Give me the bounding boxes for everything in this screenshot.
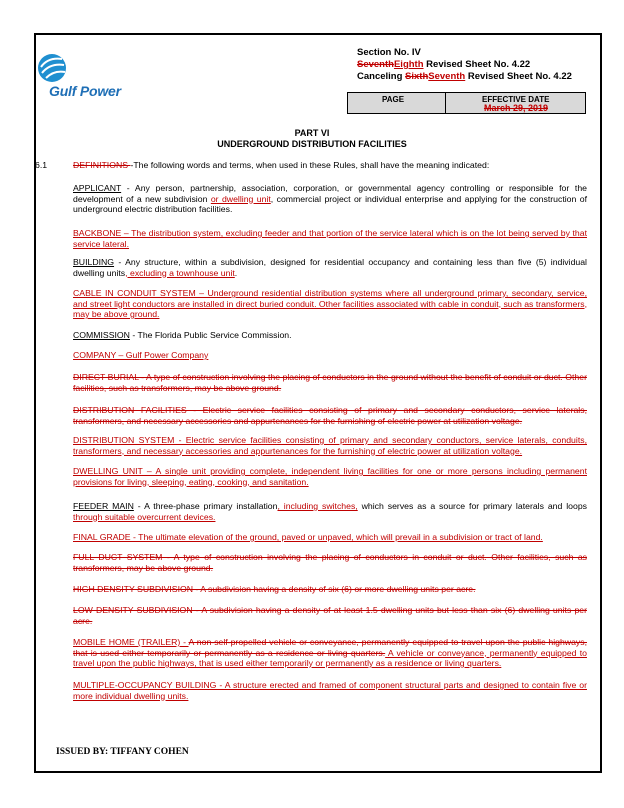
definition-multiple-occupancy	[73, 680, 587, 701]
section-6-1-number: 6.1	[35, 160, 48, 170]
definition-commission-text: COMMISSION	[73, 330, 130, 340]
revised-sheet-line	[357, 59, 530, 71]
definition-dwelling-unit	[73, 466, 587, 487]
logo-wordmark: Gulf Power	[49, 83, 121, 99]
intro-text: -The following words and terms, when used in these Rules, shall have the meaning indicated:	[130, 160, 490, 170]
definitions-intro	[73, 160, 587, 171]
definition-backbone-text: BACKBONE – The distribution system, excluding feeder and that portion of the service lateral which is on the lot being served by that service lateral.	[73, 228, 587, 249]
definition-commission-text: - The Florida Public Service Commission.	[129, 330, 292, 340]
intro-deleted: DEFINITIONS	[73, 160, 131, 170]
effective-date-label: EFFECTIVE DATE	[482, 95, 550, 104]
definition-mobile-home-text: MOBILE HOME (TRAILER) -	[73, 637, 189, 647]
revised-deleted: Seventh	[357, 59, 394, 70]
definition-distribution-facilities-text: DISTRIBUTION FACILITIES - Electric service facilities consisting of primary and secondary conductors, service laterals, transformers, and necessary accessories and appurtenances for the furnishing of electric power at utilization voltage.	[73, 405, 587, 426]
definition-cable-in-conduit-text: CABLE IN CONDUIT SYSTEM – Underground residential distribution systems where all underground primary, secondary, service, and street light conductors are installed in direct buried conduit. Other facilities associated with cable in conduit, such as transformers, may be above ground.	[73, 288, 587, 319]
definition-distribution-facilities	[73, 405, 587, 426]
definition-low-density	[73, 605, 587, 626]
canceling-prefix: Canceling	[357, 71, 406, 82]
definition-full-duct-system-text: FULL DUCT SYSTEM - A type of construction involving the placing of conductors in conduit or duct. Other facilities, such as transformers, may be above ground.	[73, 552, 587, 573]
definition-building-text: - Any structure, within a subdivision, designed for residential occupancy and containing less than five (5) individual dwelling units	[73, 257, 587, 278]
part-subtitle: UNDERGROUND DISTRIBUTION FACILITIES	[217, 139, 407, 149]
definition-applicant-text: or dwelling unit	[210, 193, 271, 204]
part-title: PART VI	[294, 128, 330, 138]
definition-final-grade-text: FINAL GRADE - The ultimate elevation of the ground, paved or unpaved, which will prevail in a subdivision or tract of land.	[73, 532, 543, 542]
revised-rest: Revised Sheet No. 4.22	[423, 59, 531, 70]
definition-building-text: BUILDING	[73, 257, 115, 267]
definition-mobile-home-text: A vehicle or conveyance, permanently equipped to travel upon the public highways, that is used either temporarily or permanently as a residence or living quarters.	[73, 647, 587, 668]
definition-applicant-text: - Any person, partnership, association, corporation, or governmental agency controlling or responsible for the development of a new subdivision	[73, 183, 587, 204]
definition-building	[73, 257, 587, 278]
definition-company	[73, 350, 587, 361]
definition-multiple-occupancy-text: MULTIPLE-OCCUPANCY BUILDING - A structure erected and framed of component structural parts and designed to contain five or more individual dwelling units.	[73, 680, 587, 701]
definition-applicant-text: , commercial project or individual enterprise and applying for the construction of underground electric distribution facilities.	[73, 193, 588, 214]
definition-feeder-main-text: FEEDER MAIN	[73, 501, 134, 511]
definition-feeder-main-text: - A three-phase primary installation	[133, 501, 278, 511]
definition-applicant	[73, 183, 587, 215]
definition-commission	[73, 330, 587, 341]
gulf-power-logo-icon	[36, 53, 76, 85]
definition-low-density-text: LOW DENSITY SUBDIVISION - A subdivision having a density of at least 1.5 dwelling units but less than six (6) dwelling units per acre.	[73, 605, 587, 626]
definition-feeder-main-text: which serves as a source for primary laterals and loops	[357, 501, 588, 511]
canceling-rest: Revised Sheet No. 4.22	[465, 71, 572, 82]
definition-applicant-text: APPLICANT	[73, 183, 122, 193]
definition-direct-burial	[73, 372, 587, 393]
definition-building-text: .	[234, 267, 238, 278]
definition-backbone	[73, 228, 587, 249]
definition-dwelling-unit-text: DWELLING UNIT – A single unit providing complete, independent living facilities for one or more persons including permanent provisions for living, sleeping, eating, cooking, and sanitation.	[73, 466, 587, 487]
gulf-power-logo	[36, 53, 148, 101]
definition-mobile-home	[73, 637, 587, 669]
page-date-box	[347, 92, 586, 114]
definition-final-grade	[73, 532, 587, 543]
definition-high-density-text: HIGH DENSITY SUBDIVISION - A subdivision having a density of six (6) or more dwelling units per acre.	[73, 584, 476, 594]
definition-mobile-home-text: A non-self-propelled vehicle or conveyance, permanently equipped to travel upon the public highways, that is used either temporarily or permanently as a residence or living quarters.	[73, 637, 587, 658]
canceling-deleted: Sixth	[405, 71, 429, 82]
definition-feeder-main-text: through suitable overcurrent devices.	[73, 511, 216, 522]
definition-high-density	[73, 584, 587, 595]
definition-full-duct-system	[73, 552, 587, 573]
definition-distribution-system	[73, 435, 587, 456]
revised-inserted: Eighth	[393, 59, 424, 70]
definition-building-text: , excluding a townhouse unit	[125, 267, 235, 278]
definition-company-text: COMPANY – Gulf Power Company	[73, 350, 209, 360]
effective-date: March 29, 2019	[483, 103, 549, 113]
issued-by: ISSUED BY: TIFFANY COHEN	[56, 747, 189, 757]
canceling-sheet-line	[357, 71, 572, 83]
definition-feeder-main	[73, 501, 587, 522]
definition-distribution-system-text: DISTRIBUTION SYSTEM - Electric service facilities consisting of primary and secondary conductors, service laterals, conduits, transformers, and necessary accessories and appurtenances for the furnishing of electric power at utilization voltage.	[73, 435, 587, 456]
definition-cable-in-conduit	[73, 288, 587, 320]
canceling-inserted: Seventh	[428, 71, 466, 82]
definition-direct-burial-text: DIRECT BURIAL - A type of construction involving the placing of conductors in the ground without the benefit of conduit or duct. Other facilities, such as transformers, may be above ground.	[73, 372, 587, 393]
page-label: PAGE	[382, 95, 405, 104]
section-number: Section No. IV	[357, 47, 421, 58]
definition-feeder-main-text: , including switches,	[277, 501, 358, 511]
